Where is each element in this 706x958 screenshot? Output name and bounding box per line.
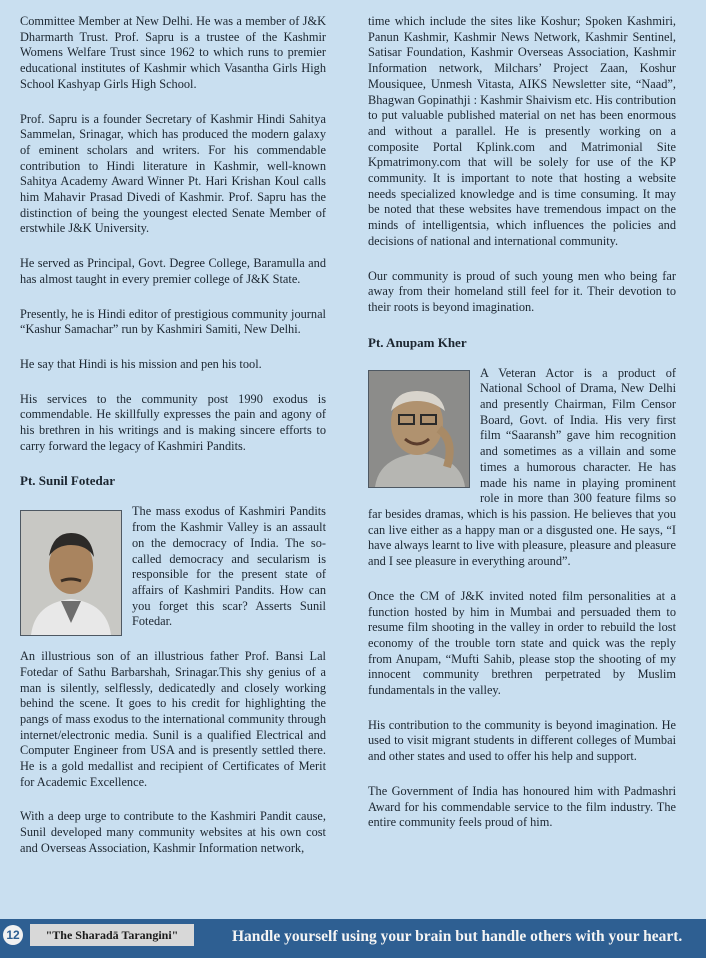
left-column bbox=[20, 14, 326, 876]
paragraph: Our community is proud of such young men who being far away from their homeland still feel for it. Their devotion to their roots is beyond imagination. bbox=[368, 268, 676, 314]
paragraph: His services to the community post 1990 exodus is commendable. He skillfully expresses the pain and agony of his brethren in his writings and is making sincere efforts to carry forward the legacy of Kashmiri Pandits. bbox=[20, 391, 326, 453]
portrait-photo-anupam-kher bbox=[368, 370, 470, 488]
paragraph: time which include the sites like Koshur; Spoken Kashmiri, Panun Kashmir, Kashmir News Network, Kashmir Sentinel, Satisar Foundation, Kashmir Overseas Association, Kashmir Information network, Milchars’ Project Zaan, Koshur Mousiquee, Unmesh Vitasta, AIKS Newsletter site, “Naad”, Bhagwan Gopinathji : Kashmir Shaivism etc. His contribution to put valuable published material on net has been enormous and without a parallel. He is presently working on a composite Portal Kplink.com and Matrimonial Site Kpmatrimony.com that will be solely for use of the KP community. It is important to note that hosting a website needs specialized knowledge and is time consuming. It may be noted that these websites have tremendous impact on the minds of intelligentsia, which influences the policies and decisions of national and international community. bbox=[368, 14, 676, 248]
paragraph: Once the CM of J&K invited noted film personalities at a function hosted by him in Mumbai and persuaded them to resume film shooting in the valley in order to rebuild the lost economy of the trouble torn state and quick was the reply from Anupam, “Mufti Sahib, please stop the shooting of my innocent community brethren perpetrated by Muslim fundamentals in the valley. bbox=[368, 588, 676, 698]
paragraph: He served as Principal, Govt. Degree College, Baramulla and has almost taught in every premier college of J&K State. bbox=[20, 256, 326, 286]
paragraph: With a deep urge to contribute to the Kashmiri Pandit cause, Sunil developed many community websites at his own cost and Overseas Association, Kashmir Information network, bbox=[20, 809, 326, 855]
paragraph: Prof. Sapru is a founder Secretary of Kashmir Hindi Sahitya Sammelan, Srinagar, which has produced the modern galaxy of eminent scholars and writers. For his commendable contribution to Hindi literature in Kashmir, well-known Sahitya Academy Award Winner Pt. Hari Krishan Koul calls him Mahavir Prasad Divedi of Kashmir. Prof. Sapru has the distinction of being the youngest elected Senate Member of erstwhile J&K University. bbox=[20, 111, 326, 236]
paragraph: A Veteran Actor is a product of National School of Drama, New Delhi and presently Chairman, Film Censor Board, Govt. of India. His very first film “Saaransh” gave him recognition and sometimes as a villain and some times a humorous character. He has made his name in playing prominent role in more than 300 feature films so far besides dramas, which is his passion. He believes that you can live either as a happy man or a disgusted one. He says, “I have always learnt to live with pleasure, pleasure and pleasure and I see pleasure in everything around”. bbox=[368, 365, 676, 569]
portrait-photo-sunil-fotedar bbox=[20, 510, 122, 636]
paragraph: Committee Member at New Delhi. He was a member of J&K Dharmarth Trust. Prof. Sapru is a trustee of the Kashmir Womens Welfare Trust since 1962 to which runs to premier educational institutes of Kashmir which Vasantha Girls High School Kashyap Girls High School. bbox=[20, 14, 326, 91]
magazine-name: "The Sharadā Tarangini" bbox=[30, 924, 194, 946]
section-heading: Pt. Sunil Fotedar bbox=[20, 473, 115, 489]
footer-bar bbox=[0, 919, 706, 958]
paragraph: An illustrious son of an illustrious father Prof. Bansi Lal Fotedar of Sathu Barbarshah, Srinagar.This shy genius of a man is silently, selflessly, dedicatedly and closely working behind the scene. It goes to his credit for highlighting the pangs of mass exodus to the international community through internet/electronic media. Sunil is a qualified Electrical and Computer Engineer from USA and is presently settled there. He is a gold medallist and recipient of Certificates of Merit for Academic Excellence. bbox=[20, 649, 326, 789]
footer-tagline: Handle yourself using your brain but handle others with your heart. bbox=[232, 928, 683, 945]
section-heading: Pt. Anupam Kher bbox=[368, 334, 467, 350]
paragraph: He say that Hindi is his mission and pen his tool. bbox=[20, 356, 262, 371]
paragraph: His contribution to the community is beyond imagination. He used to visit migrant students in different colleges of Mumbai and other states and used to offer his help and support. bbox=[368, 717, 676, 764]
paragraph: The Government of India has honoured him with Padmashri Award for his commendable service to the film industry. The entire community feels proud of him. bbox=[368, 783, 676, 830]
right-column bbox=[368, 14, 676, 850]
page-number: 12 bbox=[3, 925, 23, 945]
paragraph: The mass exodus of Kashmiri Pandits from the Kashmir Valley is an assault on the democracy of India. The so-called democracy and secularism is responsible for the present state of affairs of Kashmiri Pandits. How can you forget this scar? Asserts Sunil Fotedar. bbox=[132, 504, 326, 629]
paragraph: Presently, he is Hindi editor of prestigious community journal “Kashur Samachar” run by Kashmiri Samiti, New Delhi. bbox=[20, 306, 326, 337]
